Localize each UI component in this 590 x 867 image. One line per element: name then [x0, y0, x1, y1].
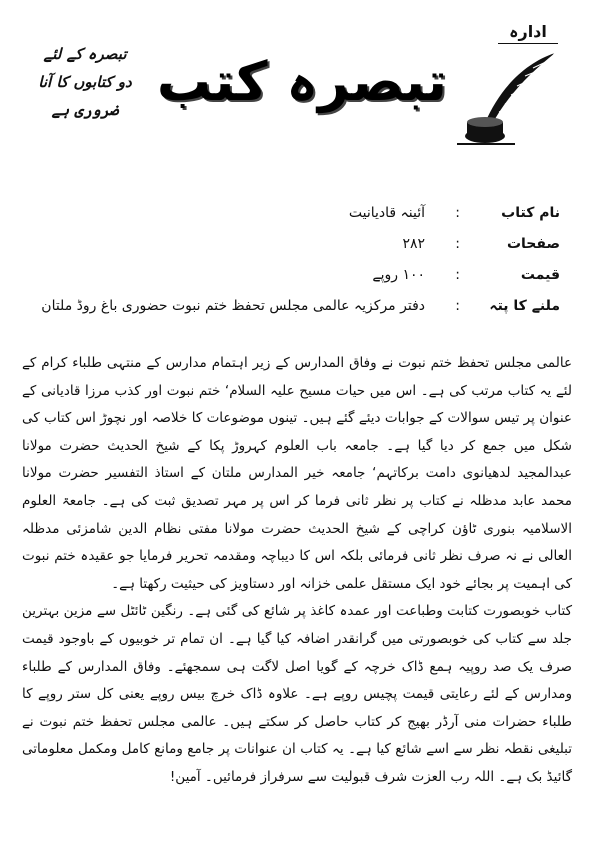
meta-value: ۱۰۰ روپے [372, 267, 425, 283]
meta-label: صفحات [506, 236, 560, 252]
meta-colon: : [455, 236, 460, 252]
meta-row-price [90, 267, 560, 298]
review-body [22, 350, 572, 792]
side-note [26, 40, 144, 124]
side-note-line: تبصرہ کے لئے [43, 45, 127, 63]
meta-colon: : [455, 267, 460, 283]
review-paragraph: کتاب خوبصورت کتابت وطباعت اور عمدہ کاغذ پر شائع کی گئی ہے۔ رنگین ٹائٹل سے مزین بہترین جلد سے کتاب کی خوبصورتی میں گرانقدر اضافہ کیا گیا ہے۔ ان تمام تر خوبیوں کے باوجود قیمت صرف یک صد روپیہ ہمع ڈاک خرچہ کے گویا اصل لاگت ہی سمجھئے۔ وفاق المدارس کے طلباء ومدارس کے لئے رعایتی قیمت پچیس روپے ہے۔ علاوہ ڈاک خرچ بیس روپے یعنی کل ستر روپے کا طلباء حضرات منی آرڈر بھیج کر کتاب حاصل کر سکتے ہیں۔ عالمی مجلس تحفظ ختم نبوت نے تبلیغی نقطہ نظر سے اسے شائع کیا ہے۔ یہ کتاب ان عنوانات پر جامع ومانع کامل ومکمل معلوماتی گائیڈ بک ہے۔ اللہ رب العزت شرف قبولیت سے سرفراز فرمائیں۔ آمین! [22, 603, 572, 785]
meta-row-pages [90, 236, 560, 267]
review-paragraph: عالمی مجلس تحفظ ختم نبوت نے وفاق المدارس کے زیر اہتمام مدارس کے منتہی طلباء کرام کے لئے یہ کتاب مرتب کی ہے۔ اس میں حیات مسیح علیہ السلام‘ ختم نبوت اور کذب مرزا قادیانی کے عنوان پر تیس سوالات کے جوابات دیئے گئے ہیں۔ تینوں موضوعات کا خلاصہ اور نچوڑ اس کتاب کی شکل میں جمع کر دیا گیا ہے۔ جامعہ باب العلوم کہروڑ پکا کے شیخ الحدیث حضرت مولانا عبدالمجید لدھیانوی دامت برکاتہم‘ جامعہ خیر المدارس ملتان کے استاذ التفسیر حضرت مولانا محمد عابد مدظلہ نے کتاب پر نظر ثانی فرما کر اس پر مہر تصدیق ثبت کی ہے۔ جامعۃ العلوم الاسلامیہ بنوری ٹاؤن کراچی کے شیخ الحدیث حضرت مولانا مفتی نظام الدین شامزئی مدظلہ العالی نے نہ صرف نظر ثانی فرمائی بلکہ اس کا دیباچہ ومقدمہ تحریر فرمایا جو عقیدہ ختم نبوت کی اہمیت پر بجائے خود ایک مستقل علمی خزانہ اور دستاویز کی حیثیت رکھتا ہے۔ [22, 355, 572, 592]
side-note-line: دو کتابوں کا آنا [38, 73, 132, 91]
meta-colon: : [455, 298, 460, 314]
banner-title: تبصرہ کتب [156, 50, 448, 113]
meta-value: ۲۸۲ [402, 236, 425, 252]
meta-value: دفتر مرکزیہ عالمی مجلس تحفظ ختم نبوت حضوری باغ روڈ ملتان [41, 298, 425, 314]
meta-label: ملنے کا پتہ [489, 298, 560, 314]
meta-value: آئینہ قادیانیت [348, 205, 425, 221]
department-label: ادارہ [498, 22, 558, 44]
meta-row-address [41, 298, 560, 329]
quill-inkpot-icon [455, 48, 565, 148]
book-details [41, 205, 560, 329]
side-note-line: ضروری ہے [51, 101, 119, 119]
meta-colon: : [455, 205, 460, 221]
meta-label: نام کتاب [501, 205, 560, 221]
meta-row-title [90, 205, 560, 236]
meta-label: قیمت [520, 267, 560, 283]
